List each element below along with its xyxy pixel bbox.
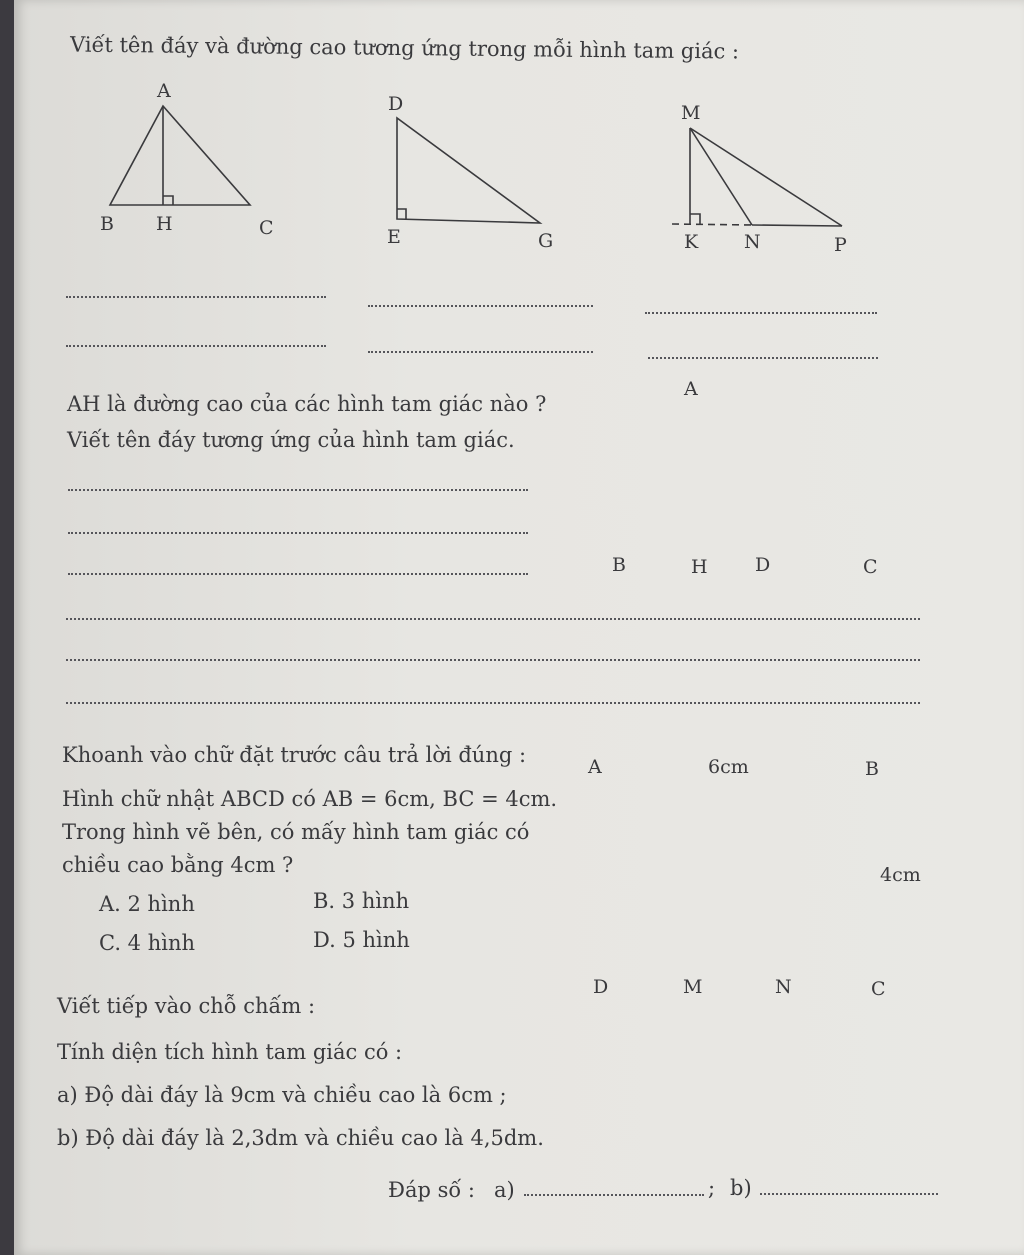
label-d: D — [388, 93, 404, 115]
answer-a-label: a) — [494, 1178, 515, 1202]
fig3-label-n: N — [775, 976, 792, 998]
section3-line3: chiều cao bằng 4cm ? — [62, 853, 294, 877]
section4-item-b: b) Độ dài đáy là 2,3dm và chiều cao là 4,5dm. — [57, 1126, 544, 1150]
section2-question2: Viết tên đáy tương ứng của hình tam giác. — [67, 428, 515, 452]
answer-a-line[interactable] — [524, 1194, 704, 1196]
section1-instruction: Viết tên đáy và đường cao tương ứng trong mỗi hình tam giác : — [69, 32, 740, 64]
answer-line[interactable] — [68, 489, 528, 491]
label-g: G — [538, 230, 554, 252]
label-e: E — [387, 226, 401, 248]
answer-label: Đáp số : — [388, 1178, 475, 1202]
section4-item-a: a) Độ dài đáy là 9cm và chiều cao là 6cm ; — [57, 1083, 507, 1107]
label-p: P — [834, 234, 847, 256]
label-n: N — [744, 231, 761, 253]
answer-line[interactable] — [68, 573, 528, 575]
worksheet-page — [14, 0, 1024, 1255]
answer-b-line[interactable] — [760, 1193, 938, 1195]
answer-line[interactable] — [645, 312, 877, 314]
answer-line[interactable] — [68, 532, 528, 534]
fig3-label-b: B — [865, 758, 879, 780]
fig2-label-d: D — [755, 554, 771, 576]
fig3-label-m: M — [683, 976, 703, 998]
answer-separator: ; — [708, 1176, 716, 1200]
answer-line[interactable] — [368, 351, 593, 353]
fig3-label-c: C — [871, 978, 886, 1000]
answer-line[interactable] — [66, 659, 920, 661]
fig2-label-h: H — [691, 556, 708, 578]
section3-instruction: Khoanh vào chữ đặt trước câu trả lời đúng : — [62, 743, 527, 767]
section3-line2: Trong hình vẽ bên, có mấy hình tam giác có — [62, 820, 530, 844]
label-k: K — [684, 231, 699, 253]
answer-line[interactable] — [66, 345, 326, 347]
label-a: A — [157, 80, 171, 102]
fig2-label-a: A — [684, 378, 698, 400]
fig2-label-c: C — [863, 556, 878, 578]
fig3-label-a: A — [588, 756, 602, 778]
option-d[interactable]: D. 5 hình — [313, 928, 410, 952]
answer-line[interactable] — [648, 357, 878, 359]
label-b: B — [100, 213, 114, 235]
section4-instruction: Viết tiếp vào chỗ chấm : — [57, 994, 316, 1018]
option-a[interactable]: A. 2 hình — [99, 892, 195, 916]
label-h: H — [156, 213, 173, 235]
option-c[interactable]: C. 4 hình — [99, 931, 195, 955]
label-m: M — [681, 102, 701, 124]
section4-task: Tính diện tích hình tam giác có : — [57, 1040, 403, 1064]
fig3-label-ab-length: 6cm — [708, 756, 749, 778]
answer-b-label: b) — [730, 1176, 752, 1200]
answer-line[interactable] — [368, 305, 593, 307]
answer-line[interactable] — [66, 702, 920, 704]
fig2-label-b: B — [612, 554, 626, 576]
label-c: C — [259, 217, 274, 239]
answer-line[interactable] — [66, 296, 326, 298]
section3-line1: Hình chữ nhật ABCD có AB = 6cm, BC = 4cm. — [62, 787, 558, 811]
section2-question1: AH là đường cao của các hình tam giác nào ? — [67, 392, 547, 416]
fig3-label-bc-length: 4cm — [880, 864, 921, 886]
fig3-label-d: D — [593, 976, 609, 998]
option-b[interactable]: B. 3 hình — [313, 889, 410, 913]
answer-line[interactable] — [66, 618, 920, 620]
